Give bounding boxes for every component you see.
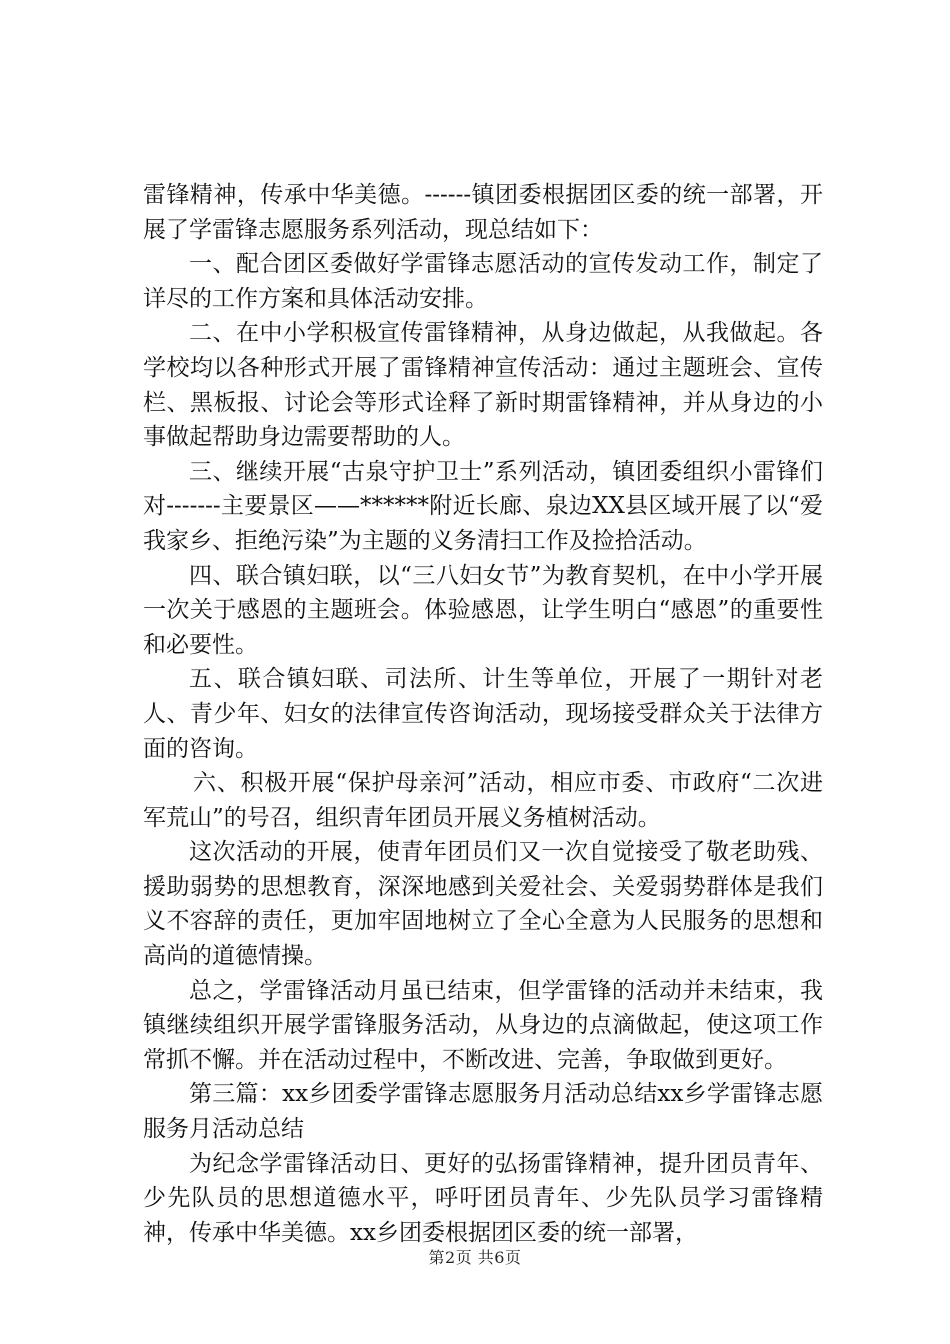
paragraph-part-three-intro: 为纪念学雷锋活动日、更好的弘扬雷锋精神，提升团员青年、少先队员的思想道德水平，呼吁团员青年、少先队员学习雷锋精神，传承中华美德。xx乡团委根据团区委的统一部署， xyxy=(143,1150,823,1246)
paragraph-intro-continued: 雷锋精神，传承中华美德。------镇团委根据团区委的统一部署，开展了学雷锋志愿服务系列活动，现总结如下： xyxy=(143,182,823,243)
paragraph-item-5: 五、联合镇妇联、司法所、计生等单位，开展了一期针对老人、青少年、妇女的法律宣传咨询活动，现场接受群众关于法律方面的咨询。 xyxy=(143,666,823,762)
paragraph-item-1: 一、配合团区委做好学雷锋志愿活动的宣传发动工作，制定了详尽的工作方案和具体活动安排。 xyxy=(143,251,823,312)
paragraph-item-4: 四、联合镇妇联，以“三八妇女节”为教育契机，在中小学开展一次关于感恩的主题班会。体验感恩，让学生明白“感恩”的重要性和必要性。 xyxy=(143,562,823,658)
paragraph-item-3: 三、继续开展“古泉守护卫士”系列活动，镇团委组织小雷锋们对-------主要景区——******附近长廊、泉边XX县区域开展了以“爱我家乡、拒绝污染”为主题的义务清扫工作及捡拾活动。 xyxy=(143,458,823,554)
section-heading-part-three: 第三篇：xx乡团委学雷锋志愿服务月活动总结xx乡学雷锋志愿服务月活动总结 xyxy=(143,1081,823,1143)
document-body xyxy=(143,178,823,1250)
paragraph-item-6: 六、积极开展“保护母亲河”活动，相应市委、市政府“二次进军荒山”的号召，组织青年团员开展义务植树活动。 xyxy=(143,770,823,831)
paragraph-conclusion: 总之，学雷锋活动月虽已结束，但学雷锋的活动并未结束，我镇继续组织开展学雷锋服务活动，从身边的点滴做起，使这项工作常抓不懈。并在活动过程中，不断改进、完善，争取做到更好。 xyxy=(143,977,823,1073)
page-number-footer: 第2页 共6页 xyxy=(428,1248,522,1267)
paragraph-item-2: 二、在中小学积极宣传雷锋精神，从身边做起，从我做起。各学校均以各种形式开展了雷锋精神宣传活动：通过主题班会、宣传栏、黑板报、讨论会等形式诠释了新时期雷锋精神，并从身边的小事做起帮助身边需要帮助的人。 xyxy=(143,320,823,451)
paragraph-reflection: 这次活动的开展，使青年团员们又一次自觉接受了敬老助残、援助弱势的思想教育，深深地感到关爱社会、关爱弱势群体是我们义不容辞的责任，更加牢固地树立了全心全意为人民服务的思想和高尚的道德情操。 xyxy=(143,839,823,970)
